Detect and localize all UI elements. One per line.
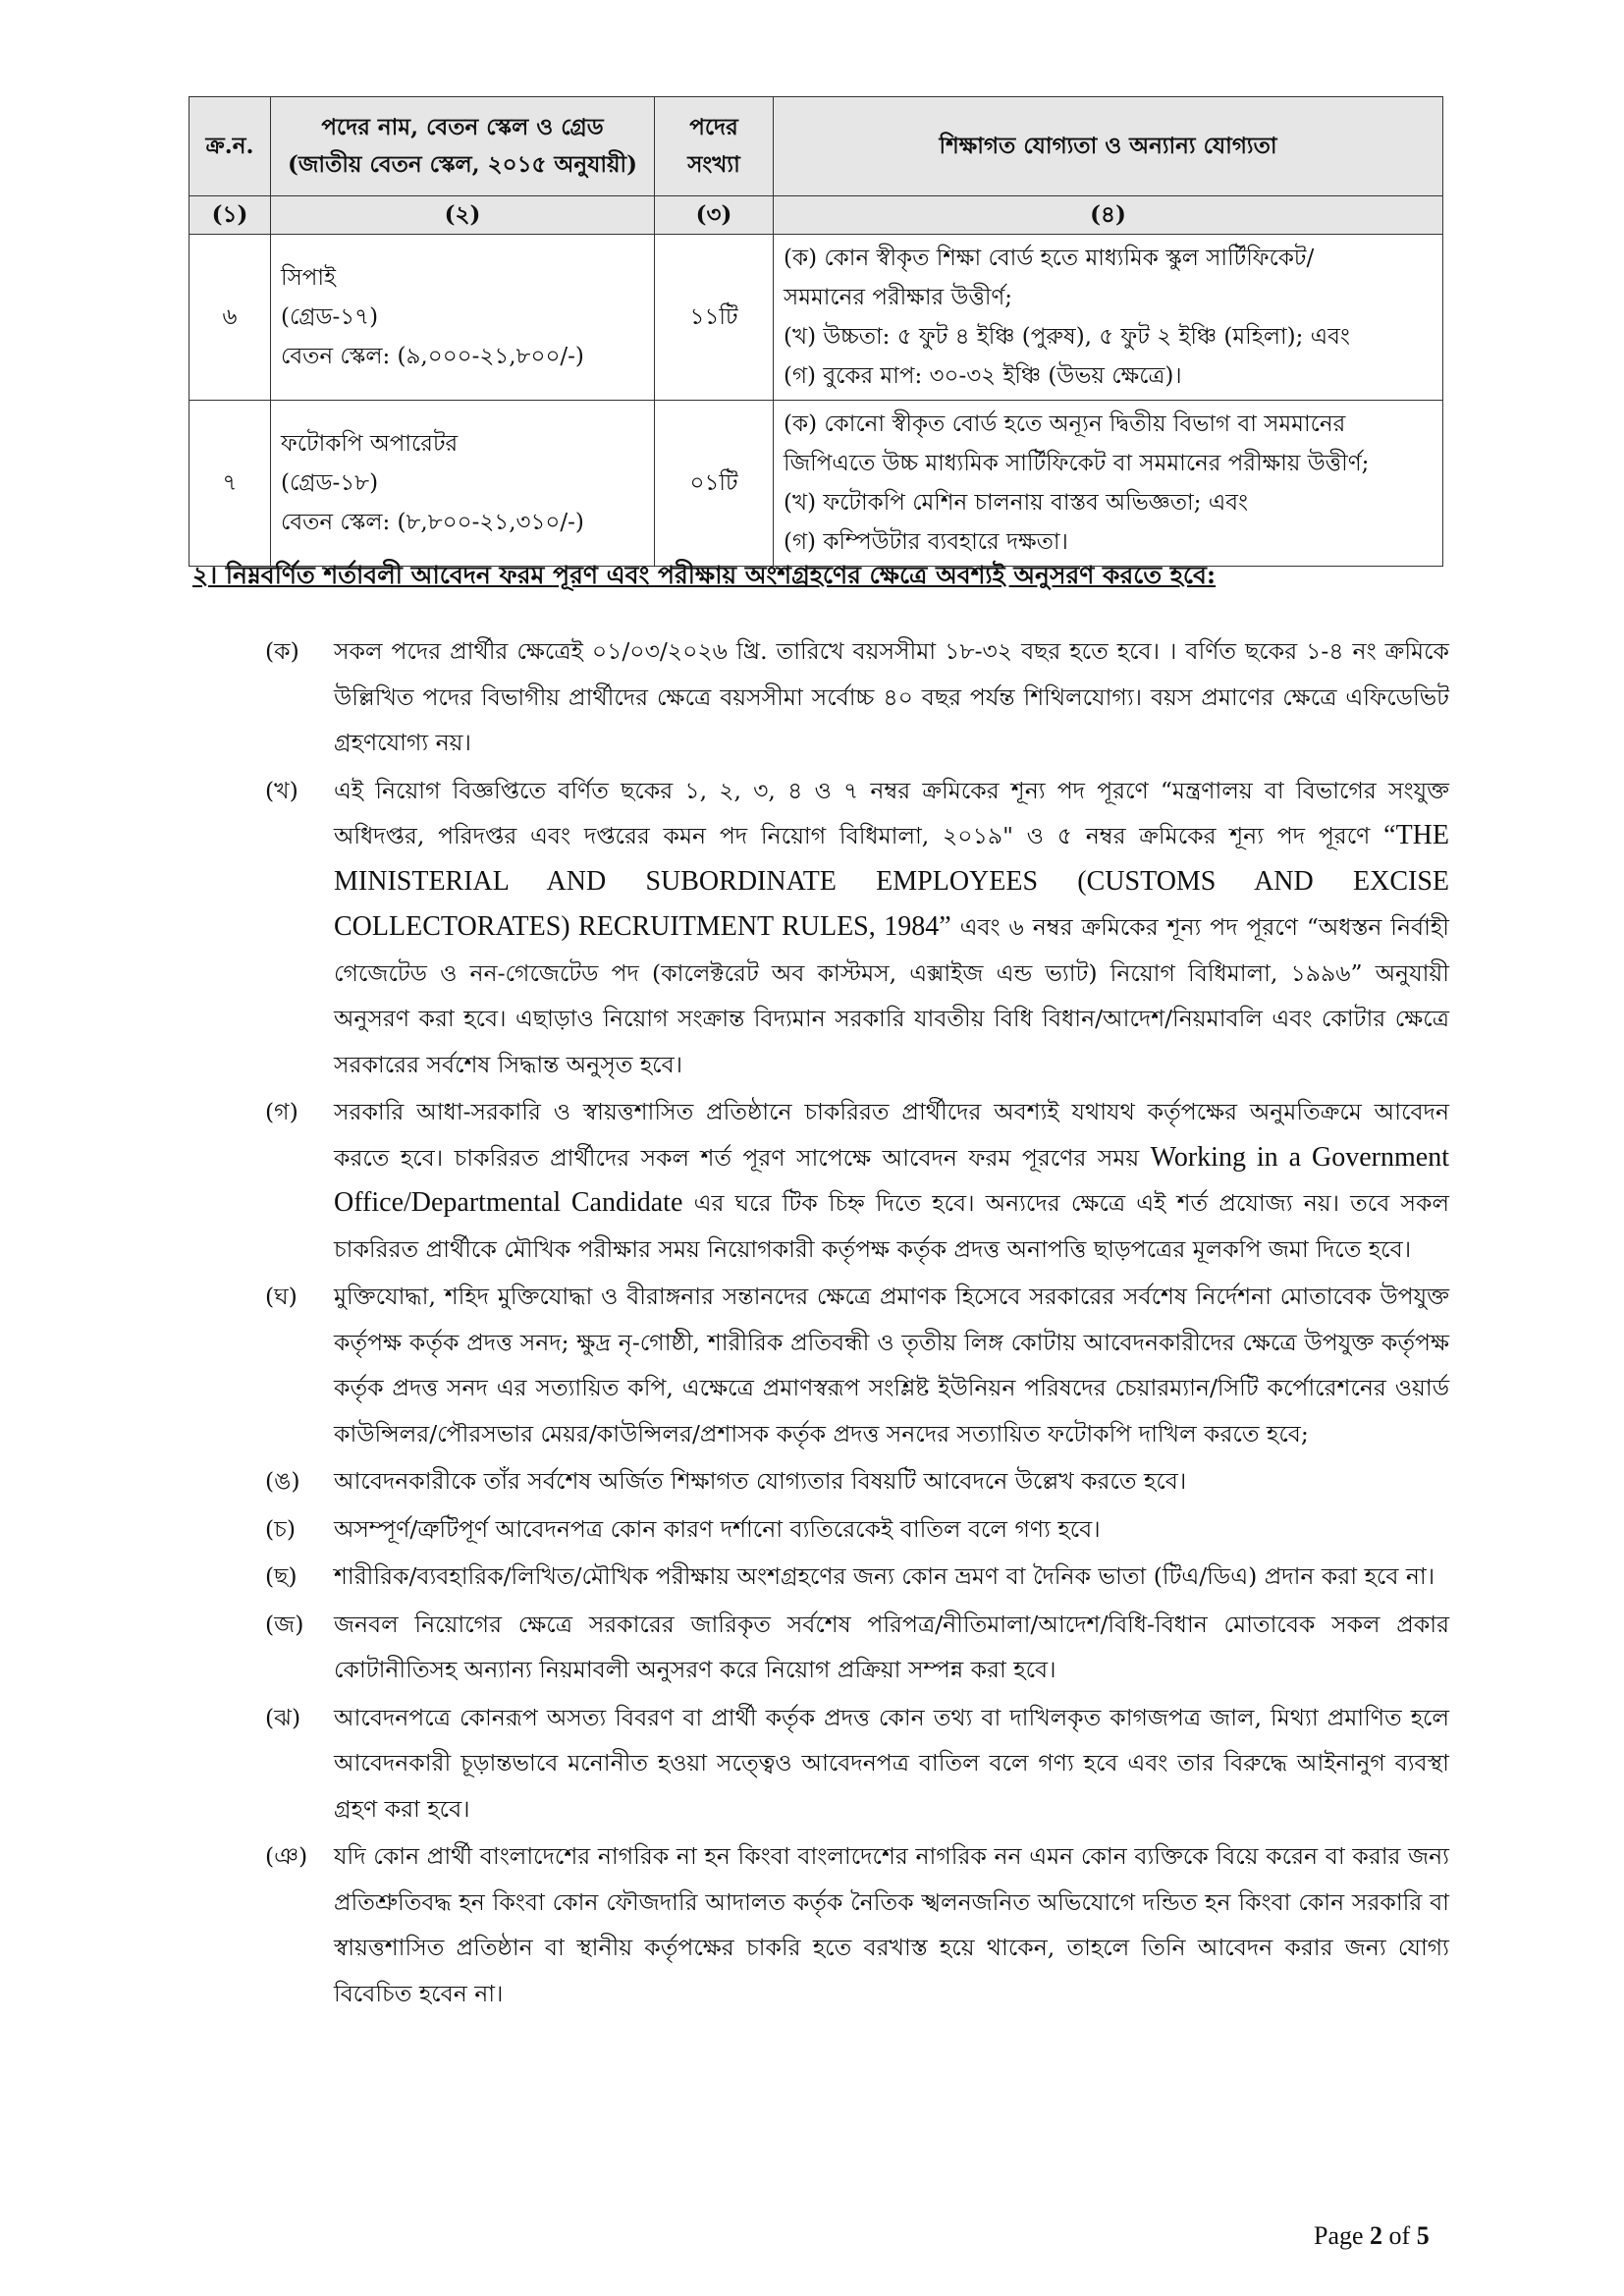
post-name: সিপাই [281, 265, 337, 291]
numbering-cell: (৩) [655, 196, 774, 235]
condition-marker: (চ) [265, 1514, 297, 1543]
numbering-cell: (১) [189, 196, 271, 235]
header-qualifications: শিক্ষাগত যোগ্যতা ও অন্যান্য যোগ্যতা [774, 97, 1443, 196]
condition-item [265, 1554, 1449, 1600]
page-prefix: Page [1314, 2221, 1364, 2250]
condition-item [265, 1274, 1449, 1456]
condition-marker: (গ) [265, 1098, 298, 1125]
condition-text: শারীরিক/ব্যবহারিক/লিখিত/মৌখিক পরীক্ষায় অংশগ্রহণের জন্য কোন ভ্রমণ বা দৈনিক ভাতা (টিএ/ডিএ) প্রদান করা হবে না। [334, 1562, 1435, 1590]
conditions-list [265, 629, 1449, 2018]
condition-marker: (ছ) [265, 1562, 298, 1590]
header-post-count-line2: সংখ্যা [687, 151, 740, 178]
row-count: ১১টি [655, 235, 774, 401]
page-total: 5 [1416, 2221, 1430, 2250]
condition-text: যদি কোন প্রার্থী বাংলাদেশের নাগরিক না হন কিংবা বাংলাদেশের নাগরিক নন এমন কোন ব্যক্তিকে বিয়ে করেন বা করার জন্য প্রতিশ্রুতিবদ্ধ হন কিংবা কোন ফৌজদারি আদালত কর্তৃক নৈতিক স্খলনজনিত অভিযোগে দন্ডিত হন কিংবা কোন সরকারি বা স্বায়ত্তশাসিত প্রতিষ্ঠান বা স্থানীয় কর্তৃপক্ষের চাকরি হতে বরখাস্ত হয়ে থাকেন, তাহলে তিনি আবেদন করার জন্য যোগ্য বিবেচিত হবেন না। [334, 1842, 1449, 2007]
condition-text: এবং ৬ নম্বর ক্রমিকের শূন্য পদ পূরণে “অধস্তন নির্বাহী গেজেটেড ও নন-গেজেটেড পদ (কালেক্টরেট অব কাস্টমস, এক্সাইজ এন্ড ভ্যাট) নিয়োগ বিধিমালা, ১৯৯৬” অনুযায়ী অনুসরণ করা হবে। এছাড়াও নিয়োগ সংক্রান্ত বিদ্যমান সরকারি যাবতীয় বিধি বিধান/আদেশ/নিয়মাবলি এবং কোটার ক্ষেত্রে সরকারের সর্বশেষ সিদ্ধান্ত অনুসৃত হবে। [334, 913, 1449, 1078]
condition-text: অসম্পূর্ণ/ত্রুটিপূর্ণ আবেদনপত্র কোন কারণ দর্শানো ব্যতিরেকেই বাতিল বলে গণ্য হবে। [334, 1514, 1101, 1543]
qualification-line: (খ) উচ্চতা: ৫ ফুট ৪ ইঞ্চি (পুরুষ), ৫ ফুট ২ ইঞ্চি (মহিলা); এবং [784, 324, 1350, 350]
condition-item [265, 1089, 1449, 1272]
row-qualifications [774, 235, 1443, 401]
condition-marker: (ক) [265, 637, 299, 665]
header-post-name-line1: পদের নাম, বেতন স্কেল ও গ্রেড [321, 114, 604, 140]
numbering-cell: (৪) [774, 196, 1443, 235]
table-row [189, 235, 1443, 401]
condition-marker: (ঝ) [265, 1703, 301, 1731]
qualification-line: সমমানের পরীক্ষার উত্তীর্ণ; [784, 285, 1013, 310]
row-qualifications [774, 401, 1443, 567]
condition-marker: (ঘ) [265, 1283, 298, 1310]
condition-item [265, 1695, 1449, 1832]
row-serial: ৬ [189, 235, 271, 401]
header-serial: ক্র.ন. [189, 97, 271, 196]
row-count: ০১টি [655, 401, 774, 567]
table-header-row [189, 97, 1443, 196]
qualification-line: (গ) কম্পিউটার ব্যবহারে দক্ষতা। [784, 529, 1068, 555]
header-post-count-line1: পদের [689, 114, 738, 140]
header-post-name-line2: (জাতীয় বেতন স্কেল, ২০১৫ অনুযায়ী) [287, 151, 638, 178]
post-name: ফটোকপি অপারেটর [281, 431, 459, 457]
qualification-line: (খ) ফটোকপি মেশিন চালনায় বাস্তব অভিজ্ঞতা; এবং [784, 490, 1248, 516]
qualification-line: জিপিএতে উচ্চ মাধ্যমিক সার্টিফিকেট বা সমমানের পরীক্ষায় উত্তীর্ণ; [784, 451, 1370, 476]
table-row [189, 401, 1443, 567]
table-numbering-row [189, 196, 1443, 235]
row-post-info [271, 235, 655, 401]
post-scale: বেতন স্কেল: (৮,৮০০-২১,৩১০/-) [281, 510, 584, 535]
page-current: 2 [1370, 2221, 1383, 2250]
condition-english-text: “THE MINISTERIAL AND SUBORDINATE EMPLOYEES (CUSTOMS AND EXCISE COLLECTORATES) RECRUITMENT RULES, 1984” [334, 820, 1449, 942]
header-post-count [655, 97, 774, 196]
condition-item [265, 629, 1449, 766]
numbering-cell: (২) [271, 196, 655, 235]
condition-text: এর ঘরে টিক চিহ্ন দিতে হবে। অন্যদের ক্ষেত্রে এই শর্ত প্রযোজ্য নয়। তবে সকল চাকরিরত প্রার্থীকে মৌখিক পরীক্ষার সময় নিয়োগকারী কর্তৃপক্ষ কর্তৃক প্রদত্ত অনাপত্তি ছাড়পত্রের মূলকপি জমা দিতে হবে। [334, 1189, 1449, 1263]
condition-item [265, 768, 1449, 1088]
condition-item [265, 1833, 1449, 2016]
condition-english-text: Working in a Government Office/Departmental Candidate [334, 1141, 1449, 1218]
post-scale: বেতন স্কেল: (৯,০০০-২১,৮০০/-) [281, 344, 584, 369]
qualification-line: (ক) কোন স্বীকৃত শিক্ষা বোর্ড হতে মাধ্যমিক স্কুল সার্টিফিকেট/ [784, 246, 1315, 271]
condition-text: আবেদনপত্রে কোনরূপ অসত্য বিবরণ বা প্রার্থী কর্তৃক প্রদত্ত কোন তথ্য বা দাখিলকৃত কাগজপত্র জাল, মিথ্যা প্রমাণিত হলে আবেদনকারী চূড়ান্তভাবে মনোনীত হওয়া সত্ত্বেও আবেদনপত্র বাতিল বলে গণ্য হবে এবং তার বিরুদ্ধে আইনানুগ ব্যবস্থা গ্রহণ করা হবে। [334, 1703, 1449, 1823]
header-post-name [271, 97, 655, 196]
condition-text: মুক্তিযোদ্ধা, শহিদ মুক্তিযোদ্ধা ও বীরাঙ্গনার সন্তানদের ক্ষেত্রে প্রমাণক হিসেবে সরকারের সর্বশেষ নির্দেশনা মোতাবেক উপযুক্ত কর্তৃপক্ষ কর্তৃক প্রদত্ত সনদ; ক্ষুদ্র নৃ-গোষ্ঠী, শারীরিক প্রতিবন্ধী ও তৃতীয় লিঙ্গ কোটায় আবেদনকারীদের ক্ষেত্রে উপযুক্ত কর্তৃপক্ষ কর্তৃক প্রদত্ত সনদ এর সত্যায়িত কপি, এক্ষেত্রে প্রমাণস্বরূপ সংশ্লিষ্ট ইউনিয়ন পরিষদের চেয়ারম্যান/সিটি কর্পোরেশনের ওয়ার্ড কাউন্সিলর/পৌরসভার মেয়র/কাউন্সিলর/প্রশাসক কর্তৃক প্রদত্ত সনদের সত্যায়িত ফটোকপি দাখিল করতে হবে; [334, 1283, 1449, 1448]
section-title: ২। নিম্নবর্ণিত শর্তাবলী আবেদন ফরম পূরণ এবং পরীক্ষায় অংশগ্রহণের ক্ষেত্রে অবশ্যই অনুসরণ করতে হবে: [192, 561, 1217, 589]
row-post-info [271, 401, 655, 567]
page-number [1314, 2221, 1430, 2251]
condition-text: এই নিয়োগ বিজ্ঞপ্তিতে বর্ণিত ছকের ১, ২, ৩, ৪ ও ৭ নম্বর ক্রমিকের শূন্য পদ পূরণে “মন্ত্রণালয় বা বিভাগের সংযুক্ত অধিদপ্তর, পরিদপ্তর এবং দপ্তরের কমন পদ নিয়োগ বিধিমালা, ২০১৯" ও ৫ নম্বর ক্রমিকের শূন্য পদ পূরণে [334, 776, 1449, 849]
condition-text: আবেদনকারীকে তাঁর সর্বশেষ অর্জিত শিক্ষাগত যোগ্যতার বিষয়টি আবেদনে উল্লেখ করতে হবে। [334, 1467, 1187, 1495]
condition-marker: (জ) [265, 1610, 304, 1638]
qualification-line: (গ) বুকের মাপ: ৩০-৩২ ইঞ্চি (উভয় ক্ষেত্রে)। [784, 363, 1182, 389]
qualification-line: (ক) কোনো স্বীকৃত বোর্ড হতে অন্যূন দ্বিতীয় বিভাগ বা সমমানের [784, 411, 1346, 437]
post-grade: (গ্রেড-১৮) [281, 470, 379, 496]
condition-text: সরকারি আধা-সরকারি ও স্বায়ত্তশাসিত প্রতিষ্ঠানে চাকরিরত প্রার্থীদের অবশ্যই যথাযথ কর্তৃপক্ষের অনুমতিক্রমে আবেদন করতে হবে। চাকরিরত প্রার্থীদের সকল শর্ত পূরণ সাপেক্ষে আবেদন ফরম পূরণের সময় [334, 1098, 1449, 1172]
condition-text: জনবল নিয়োগের ক্ষেত্রে সরকারের জারিকৃত সর্বশেষ পরিপত্র/নীতিমালা/আদেশ/বিধি-বিধান মোতাবেক সকল প্রকার কোটানীতিসহ অন্যান্য নিয়মাবলী অনুসরণ করে নিয়োগ প্রক্রিয়া সম্পন্ন করা হবে। [334, 1610, 1449, 1683]
condition-item [265, 1458, 1449, 1504]
post-grade: (গ্রেড-১৭) [281, 304, 379, 330]
page-of: of [1388, 2221, 1411, 2250]
condition-marker: (খ) [265, 776, 298, 804]
condition-text: সকল পদের প্রার্থীর ক্ষেত্রেই ০১/০৩/২০২৬ খ্রি. তারিখে বয়সসীমা ১৮-৩২ বছর হতে হবে। । বর্ণিত ছকের ১-৪ নং ক্রমিকে উল্লিখিত পদের বিভাগীয় প্রার্থীদের ক্ষেত্রে বয়সসীমা সর্বোচ্চ ৪০ বছর পর্যন্ত শিথিলযোগ্য। বয়স প্রমাণের ক্ষেত্রে এফিডেভিট গ্রহণযোগ্য নয়। [334, 637, 1449, 756]
condition-item [265, 1506, 1449, 1553]
condition-marker: (ঙ) [265, 1467, 300, 1495]
row-serial: ৭ [189, 401, 271, 567]
condition-marker: (ঞ) [265, 1842, 308, 1870]
condition-item [265, 1602, 1449, 1693]
posts-table [189, 96, 1443, 567]
